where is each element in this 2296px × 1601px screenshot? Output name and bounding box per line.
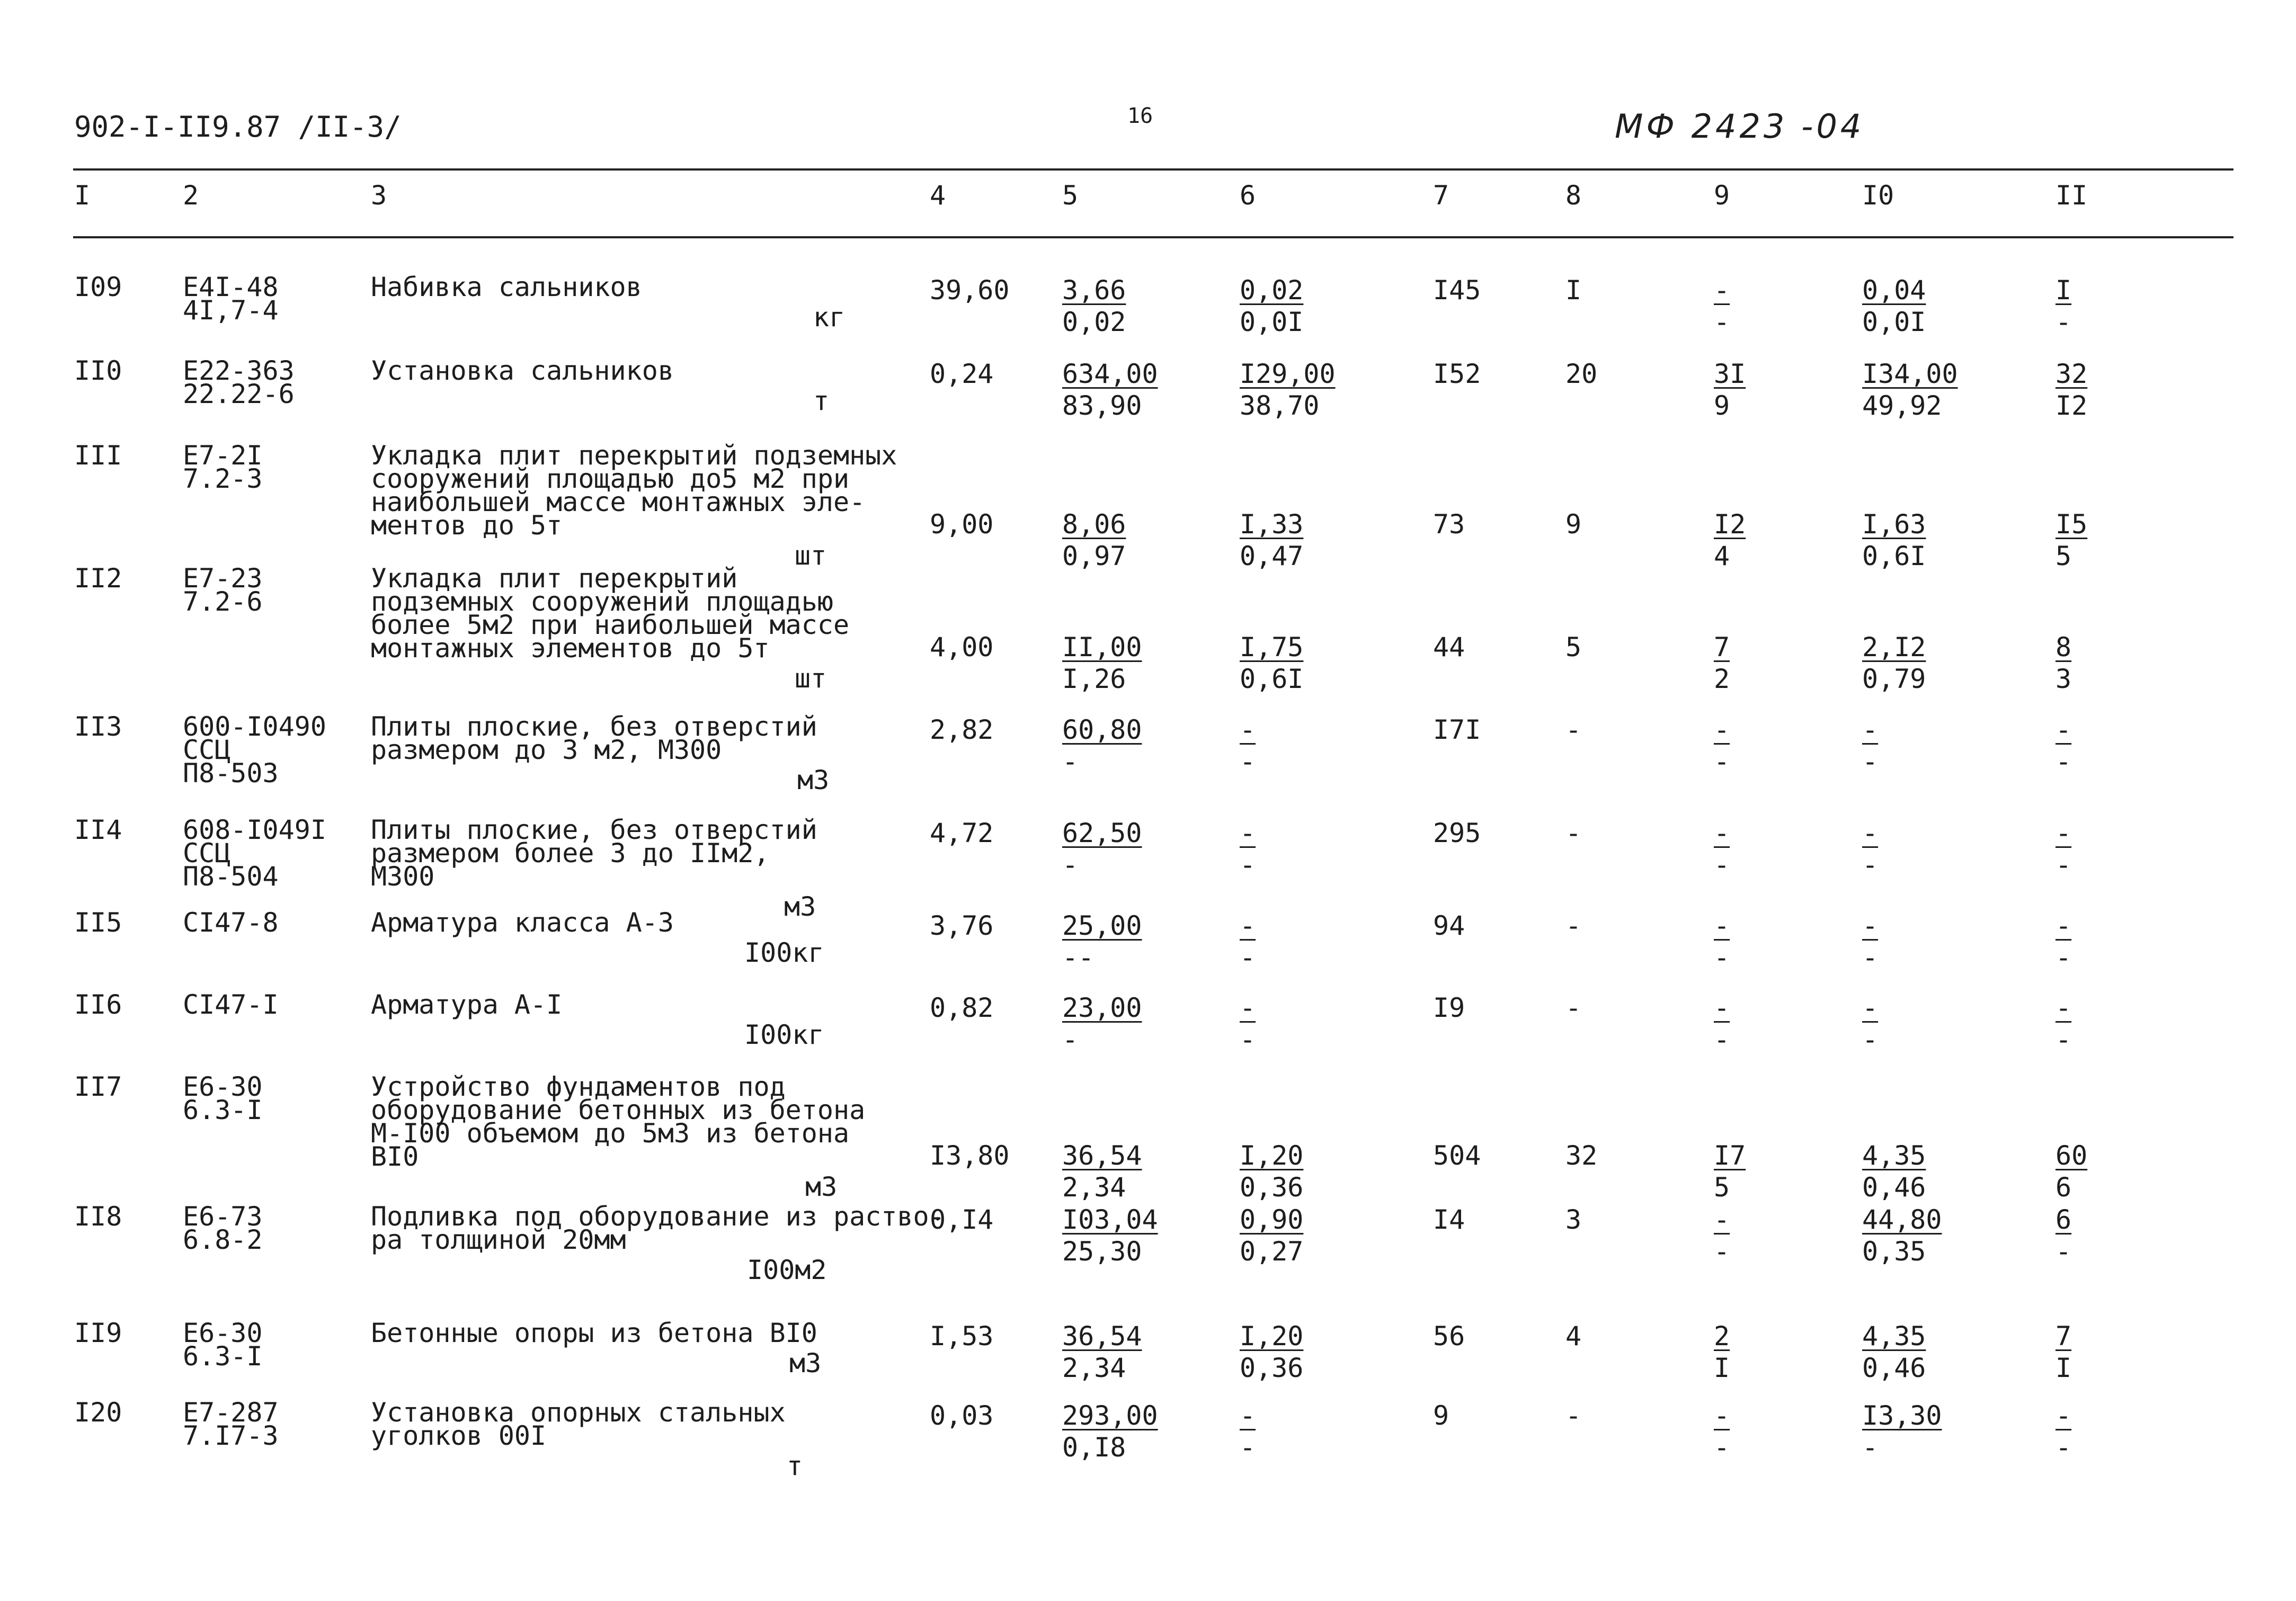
fraction-top: I,33 [1240, 509, 1304, 540]
work-description: Укладка плит перекрытий подземных сооружений площадью более 5м2 при наибольшей массе монтажных элементов до 5т [371, 563, 850, 664]
fraction-top: - [1714, 714, 1730, 745]
fraction-top: - [1240, 910, 1256, 941]
fraction-bottom: 6 [2055, 1172, 2072, 1203]
unit-cost-fraction [1062, 992, 1142, 1055]
unit-of-measure: м3 [805, 1171, 838, 1202]
quantity: 0,24 [930, 359, 994, 389]
row-number: I09 [74, 272, 122, 302]
total-wages: - [1565, 818, 1582, 848]
fraction-bottom: 0,6I [1862, 541, 1926, 571]
fraction-top: II,00 [1062, 632, 1142, 663]
fraction-bottom: - [1062, 746, 1079, 777]
labor-fraction [2055, 509, 2088, 571]
document-code: 902-I-II9.87 /II-3/ [74, 110, 402, 144]
row-number: II7 [74, 1071, 122, 1102]
header-rule-top [73, 168, 2233, 171]
fraction-bottom: - [2055, 942, 2072, 973]
row-number: I20 [74, 1397, 122, 1428]
fraction-top: - [2055, 818, 2072, 848]
total-wages: I [1565, 275, 1582, 306]
work-description: Набивка сальников [371, 272, 642, 302]
wage-fraction [1240, 1140, 1304, 1203]
quantity: 9,00 [930, 509, 994, 540]
fraction-top: 8 [2055, 632, 2072, 663]
fraction-top: 62,50 [1062, 818, 1142, 848]
unit-cost-fraction [1062, 1204, 1158, 1267]
fraction-bottom: 0,36 [1240, 1353, 1304, 1383]
fraction-top: I,75 [1240, 632, 1304, 663]
fraction-bottom: - [1714, 1024, 1730, 1055]
machine-wage-fraction [1862, 818, 1879, 880]
row-number: II3 [74, 711, 122, 742]
total-cost: 44 [1433, 632, 1465, 663]
machine-wage-fraction [1862, 509, 1926, 571]
norm-code: E4I-48 4I,7-4 [183, 272, 279, 326]
fraction-top: 634,00 [1062, 359, 1158, 389]
work-description: Установка сальников [371, 355, 674, 386]
fraction-bottom: - [2055, 1024, 2072, 1055]
machine-cost-fraction [1714, 1204, 1730, 1267]
norm-code: E6-30 6.3-I [183, 1071, 263, 1125]
fraction-bottom: 2 [1714, 664, 1730, 694]
labor-fraction [2055, 910, 2072, 973]
wage-fraction [1240, 275, 1304, 337]
quantity: I3,80 [930, 1140, 1010, 1171]
fraction-bottom: - [1714, 746, 1730, 777]
fraction-top: 2 [1714, 1321, 1730, 1352]
fraction-top: 25,00 [1062, 910, 1142, 941]
machine-cost-fraction [1714, 1140, 1746, 1203]
work-description: Укладка плит перекрытий подземных сооружений площадью до5 м2 при наибольшей массе монтажных эле- ментов до 5т [371, 440, 897, 541]
machine-wage-fraction [1862, 359, 1958, 421]
unit-cost-fraction [1062, 509, 1126, 571]
labor-fraction [2055, 359, 2088, 421]
unit-of-measure: т [813, 386, 830, 416]
fraction-bottom: - [2055, 1432, 2072, 1463]
work-description: Плиты плоские, без отверстий размером более 3 до IIм2, М300 [371, 815, 817, 892]
fraction-top: 0,90 [1240, 1204, 1304, 1235]
header-rule-bottom [73, 236, 2233, 238]
norm-code: CI47-I [183, 989, 279, 1020]
norm-code: E7-2I 7.2-3 [183, 440, 263, 494]
page-number: 16 [1127, 104, 1153, 128]
machine-cost-fraction [1714, 359, 1746, 421]
column-header-4: 4 [930, 180, 946, 211]
labor-fraction [2055, 714, 2072, 777]
wage-fraction [1240, 632, 1304, 694]
fraction-top: - [2055, 910, 2072, 941]
row-number: II5 [74, 907, 122, 938]
fraction-top: I,20 [1240, 1140, 1304, 1171]
fraction-bottom: - [1862, 942, 1879, 973]
fraction-bottom: 83,90 [1062, 390, 1142, 421]
total-wages: 4 [1565, 1321, 1582, 1352]
norm-code: 600-I0490 ССЦ П8-503 [183, 711, 326, 789]
fraction-bottom: - [1862, 746, 1879, 777]
fraction-bottom: - [1714, 942, 1730, 973]
fraction-bottom: 0,6I [1240, 664, 1304, 694]
wage-fraction [1240, 992, 1256, 1055]
machine-cost-fraction [1714, 509, 1746, 571]
total-wages: - [1565, 910, 1582, 941]
fraction-bottom: I [1714, 1353, 1730, 1383]
labor-fraction [2055, 1400, 2072, 1463]
labor-fraction [2055, 1204, 2072, 1267]
row-number: II6 [74, 989, 122, 1020]
fraction-bottom: 0,46 [1862, 1172, 1926, 1203]
fraction-bottom: - [2055, 746, 2072, 777]
column-header-6: 6 [1240, 180, 1256, 211]
quantity: 0,82 [930, 992, 994, 1023]
machine-wage-fraction [1862, 632, 1926, 694]
fraction-bottom: 38,70 [1240, 390, 1320, 421]
machine-cost-fraction [1714, 910, 1730, 973]
norm-code: CI47-8 [183, 907, 279, 938]
fraction-top: - [1240, 992, 1256, 1023]
machine-cost-fraction [1714, 1400, 1730, 1463]
fraction-bottom: - [2055, 849, 2072, 880]
quantity: 4,00 [930, 632, 994, 663]
unit-of-measure: м3 [797, 765, 830, 795]
total-cost: 94 [1433, 910, 1465, 941]
fraction-bottom: - [1062, 1024, 1079, 1055]
wage-fraction [1240, 1204, 1304, 1267]
wage-fraction [1240, 509, 1304, 571]
fraction-bottom: 0,0I [1862, 307, 1926, 337]
total-wages: 9 [1565, 509, 1582, 540]
fraction-top: - [1862, 818, 1879, 848]
fraction-top: 0,04 [1862, 275, 1926, 306]
fraction-top: 7 [1714, 632, 1730, 663]
fraction-top: 32 [2055, 359, 2088, 389]
fraction-top: I29,00 [1240, 359, 1336, 389]
fraction-top: 8,06 [1062, 509, 1126, 540]
column-header-9: 9 [1714, 180, 1730, 211]
fraction-bottom: - [1862, 1432, 1879, 1463]
work-description: Арматура класса А-3 [371, 907, 674, 938]
fraction-bottom: - [2055, 1236, 2072, 1267]
labor-fraction [2055, 992, 2072, 1055]
machine-cost-fraction [1714, 714, 1730, 777]
fraction-top: - [1714, 910, 1730, 941]
wage-fraction [1240, 1321, 1304, 1383]
fraction-top: 3,66 [1062, 275, 1126, 306]
fraction-top: - [1862, 714, 1879, 745]
unit-cost-fraction [1062, 1140, 1142, 1203]
labor-fraction [2055, 818, 2072, 880]
quantity: 3,76 [930, 910, 994, 941]
total-wages: 32 [1565, 1140, 1598, 1171]
column-header-5: 5 [1062, 180, 1079, 211]
fraction-top: 23,00 [1062, 992, 1142, 1023]
fraction-bottom: 5 [2055, 541, 2072, 571]
quantity: 0,03 [930, 1400, 994, 1431]
fraction-bottom: I2 [2055, 390, 2088, 421]
column-header-1: I [74, 180, 91, 211]
wage-fraction [1240, 714, 1256, 777]
machine-cost-fraction [1714, 992, 1730, 1055]
quantity: 0,I4 [930, 1204, 994, 1235]
archive-stamp: МФ 2423 -04 [1615, 107, 1865, 146]
fraction-top: 60,80 [1062, 714, 1142, 745]
unit-cost-fraction [1062, 910, 1142, 973]
fraction-top: - [1714, 275, 1730, 306]
wage-fraction [1240, 818, 1256, 880]
fraction-bottom: - [1240, 1024, 1256, 1055]
labor-fraction [2055, 632, 2072, 694]
fraction-bottom: 0,36 [1240, 1172, 1304, 1203]
fraction-top: - [1862, 910, 1879, 941]
machine-cost-fraction [1714, 818, 1730, 880]
fraction-top: 0,02 [1240, 275, 1304, 306]
total-wages: - [1565, 992, 1582, 1023]
fraction-bottom: 0,27 [1240, 1236, 1304, 1267]
unit-cost-fraction [1062, 818, 1142, 880]
fraction-top: I,20 [1240, 1321, 1304, 1352]
work-description: Подливка под оборудование из раство- ра толщиной 20мм [371, 1201, 945, 1255]
fraction-bottom: I,26 [1062, 664, 1126, 694]
fraction-top: 7 [2055, 1321, 2072, 1352]
unit-cost-fraction [1062, 632, 1142, 694]
unit-of-measure: кг [813, 302, 846, 333]
fraction-bottom: 0,97 [1062, 541, 1126, 571]
machine-wage-fraction [1862, 910, 1879, 973]
fraction-top: I2 [1714, 509, 1746, 540]
fraction-bottom: - [1240, 942, 1256, 973]
fraction-top: 2,I2 [1862, 632, 1926, 663]
fraction-bottom: 0,35 [1862, 1236, 1926, 1267]
total-cost: I9 [1433, 992, 1465, 1023]
unit-of-measure: м3 [789, 1348, 822, 1379]
fraction-top: 60 [2055, 1140, 2088, 1171]
wage-fraction [1240, 910, 1256, 973]
fraction-top: 293,00 [1062, 1400, 1158, 1431]
fraction-bottom: 0,46 [1862, 1353, 1926, 1383]
total-wages: 5 [1565, 632, 1582, 663]
unit-of-measure: т [787, 1451, 803, 1481]
row-number: II9 [74, 1318, 122, 1348]
fraction-bottom: 3 [2055, 664, 2072, 694]
column-header-2: 2 [183, 180, 199, 211]
fraction-bottom: 2,34 [1062, 1353, 1126, 1383]
fraction-top: - [1240, 818, 1256, 848]
fraction-top: - [1240, 714, 1256, 745]
fraction-top: 4,35 [1862, 1321, 1926, 1352]
quantity: 4,72 [930, 818, 994, 848]
fraction-top: I3,30 [1862, 1400, 1942, 1431]
machine-cost-fraction [1714, 275, 1730, 337]
unit-cost-fraction [1062, 714, 1142, 777]
fraction-top: - [1714, 1400, 1730, 1431]
machine-wage-fraction [1862, 1400, 1942, 1463]
machine-cost-fraction [1714, 632, 1730, 694]
unit-of-measure: I00кг [744, 937, 824, 968]
fraction-bottom: 25,30 [1062, 1236, 1142, 1267]
fraction-bottom: 4 [1714, 541, 1730, 571]
fraction-bottom: 49,92 [1862, 390, 1942, 421]
total-wages: 3 [1565, 1204, 1582, 1235]
fraction-bottom: 0,I8 [1062, 1432, 1126, 1463]
fraction-top: 36,54 [1062, 1321, 1142, 1352]
fraction-bottom: 2,34 [1062, 1172, 1126, 1203]
total-cost: I45 [1433, 275, 1481, 306]
fraction-top: I34,00 [1862, 359, 1958, 389]
wage-fraction [1240, 1400, 1256, 1463]
norm-code: 608-I049I ССЦ П8-504 [183, 815, 326, 892]
unit-cost-fraction [1062, 359, 1158, 421]
norm-code: E6-30 6.3-I [183, 1318, 263, 1372]
fraction-top: I5 [2055, 509, 2088, 540]
labor-fraction [2055, 275, 2072, 337]
total-wages: - [1565, 1400, 1582, 1431]
fraction-bottom: I [2055, 1353, 2072, 1383]
unit-of-measure: м3 [784, 891, 816, 922]
quantity: 2,82 [930, 714, 994, 745]
fraction-top: - [1714, 1204, 1730, 1235]
fraction-top: I03,04 [1062, 1204, 1158, 1235]
fraction-top: - [2055, 1400, 2072, 1431]
fraction-top: 6 [2055, 1204, 2072, 1235]
fraction-top: - [1862, 992, 1879, 1023]
unit-cost-fraction [1062, 275, 1126, 337]
column-header-7: 7 [1433, 180, 1449, 211]
total-cost: 9 [1433, 1400, 1449, 1431]
machine-wage-fraction [1862, 1321, 1926, 1383]
labor-fraction [2055, 1140, 2088, 1203]
machine-wage-fraction [1862, 1140, 1926, 1203]
work-description: Устройство фундаментов под оборудование бетонных из бетона М-I00 объемом до 5м3 из бетона ВI0 [371, 1071, 866, 1172]
unit-of-measure: шт [795, 663, 827, 694]
row-number: II0 [74, 355, 122, 386]
fraction-top: 4,35 [1862, 1140, 1926, 1171]
column-header-10: I0 [1862, 180, 1894, 211]
unit-of-measure: I00м2 [747, 1255, 827, 1285]
fraction-bottom: - [1714, 849, 1730, 880]
wage-fraction [1240, 359, 1336, 421]
work-description: Бетонные опоры из бетона ВI0 [371, 1318, 817, 1348]
fraction-bottom: -- [1062, 942, 1094, 973]
row-number: II4 [74, 815, 122, 845]
fraction-bottom: - [1862, 1024, 1879, 1055]
quantity: I,53 [930, 1321, 994, 1352]
machine-wage-fraction [1862, 1204, 1942, 1267]
fraction-top: 36,54 [1062, 1140, 1142, 1171]
fraction-top: - [1714, 992, 1730, 1023]
labor-fraction [2055, 1321, 2072, 1383]
fraction-bottom: - [1062, 849, 1079, 880]
fraction-top: - [1714, 818, 1730, 848]
quantity: 39,60 [930, 275, 1010, 306]
fraction-bottom: - [1240, 746, 1256, 777]
row-number: II2 [74, 563, 122, 594]
norm-code: E6-73 6.8-2 [183, 1201, 263, 1255]
fraction-top: - [2055, 714, 2072, 745]
fraction-top: - [2055, 992, 2072, 1023]
norm-code: E22-363 22.22-6 [183, 355, 295, 409]
column-header-3: 3 [371, 180, 387, 211]
row-number: II8 [74, 1201, 122, 1232]
fraction-bottom: - [2055, 307, 2072, 337]
total-wages: - [1565, 714, 1582, 745]
fraction-bottom: 9 [1714, 390, 1730, 421]
total-cost: 56 [1433, 1321, 1465, 1352]
total-cost: I52 [1433, 359, 1481, 389]
fraction-bottom: 0,0I [1240, 307, 1304, 337]
fraction-top: I,63 [1862, 509, 1926, 540]
unit-cost-fraction [1062, 1321, 1142, 1383]
machine-wage-fraction [1862, 275, 1926, 337]
fraction-bottom: 5 [1714, 1172, 1730, 1203]
unit-cost-fraction [1062, 1400, 1158, 1463]
fraction-bottom: 0,47 [1240, 541, 1304, 571]
unit-of-measure: шт [795, 540, 827, 571]
row-number: III [74, 440, 122, 471]
column-header-8: 8 [1565, 180, 1582, 211]
fraction-bottom: - [1714, 1432, 1730, 1463]
total-cost: 295 [1433, 818, 1481, 848]
unit-of-measure: I00кг [744, 1019, 824, 1050]
work-description: Плиты плоские, без отверстий размером до 3 м2, М300 [371, 711, 817, 765]
fraction-top: I [2055, 275, 2072, 306]
column-header-11: II [2055, 180, 2088, 211]
fraction-bottom: - [1714, 1236, 1730, 1267]
norm-code: E7-23 7.2-6 [183, 563, 263, 617]
fraction-bottom: - [1714, 307, 1730, 337]
fraction-top: 44,80 [1862, 1204, 1942, 1235]
total-cost: 73 [1433, 509, 1465, 540]
norm-code: E7-287 7.I7-3 [183, 1397, 279, 1451]
fraction-bottom: - [1862, 849, 1879, 880]
fraction-top: 3I [1714, 359, 1746, 389]
fraction-bottom: - [1240, 1432, 1256, 1463]
total-cost: I4 [1433, 1204, 1465, 1235]
total-wages: 20 [1565, 359, 1598, 389]
total-cost: I7I [1433, 714, 1481, 745]
machine-wage-fraction [1862, 992, 1879, 1055]
fraction-bottom: 0,79 [1862, 664, 1926, 694]
fraction-bottom: - [1240, 849, 1256, 880]
fraction-bottom: 0,02 [1062, 307, 1126, 337]
total-cost: 504 [1433, 1140, 1481, 1171]
machine-wage-fraction [1862, 714, 1879, 777]
fraction-top: - [1240, 1400, 1256, 1431]
work-description: Установка опорных стальных уголков 00I [371, 1397, 786, 1451]
fraction-top: I7 [1714, 1140, 1746, 1171]
machine-cost-fraction [1714, 1321, 1730, 1383]
work-description: Арматура А-I [371, 989, 563, 1020]
